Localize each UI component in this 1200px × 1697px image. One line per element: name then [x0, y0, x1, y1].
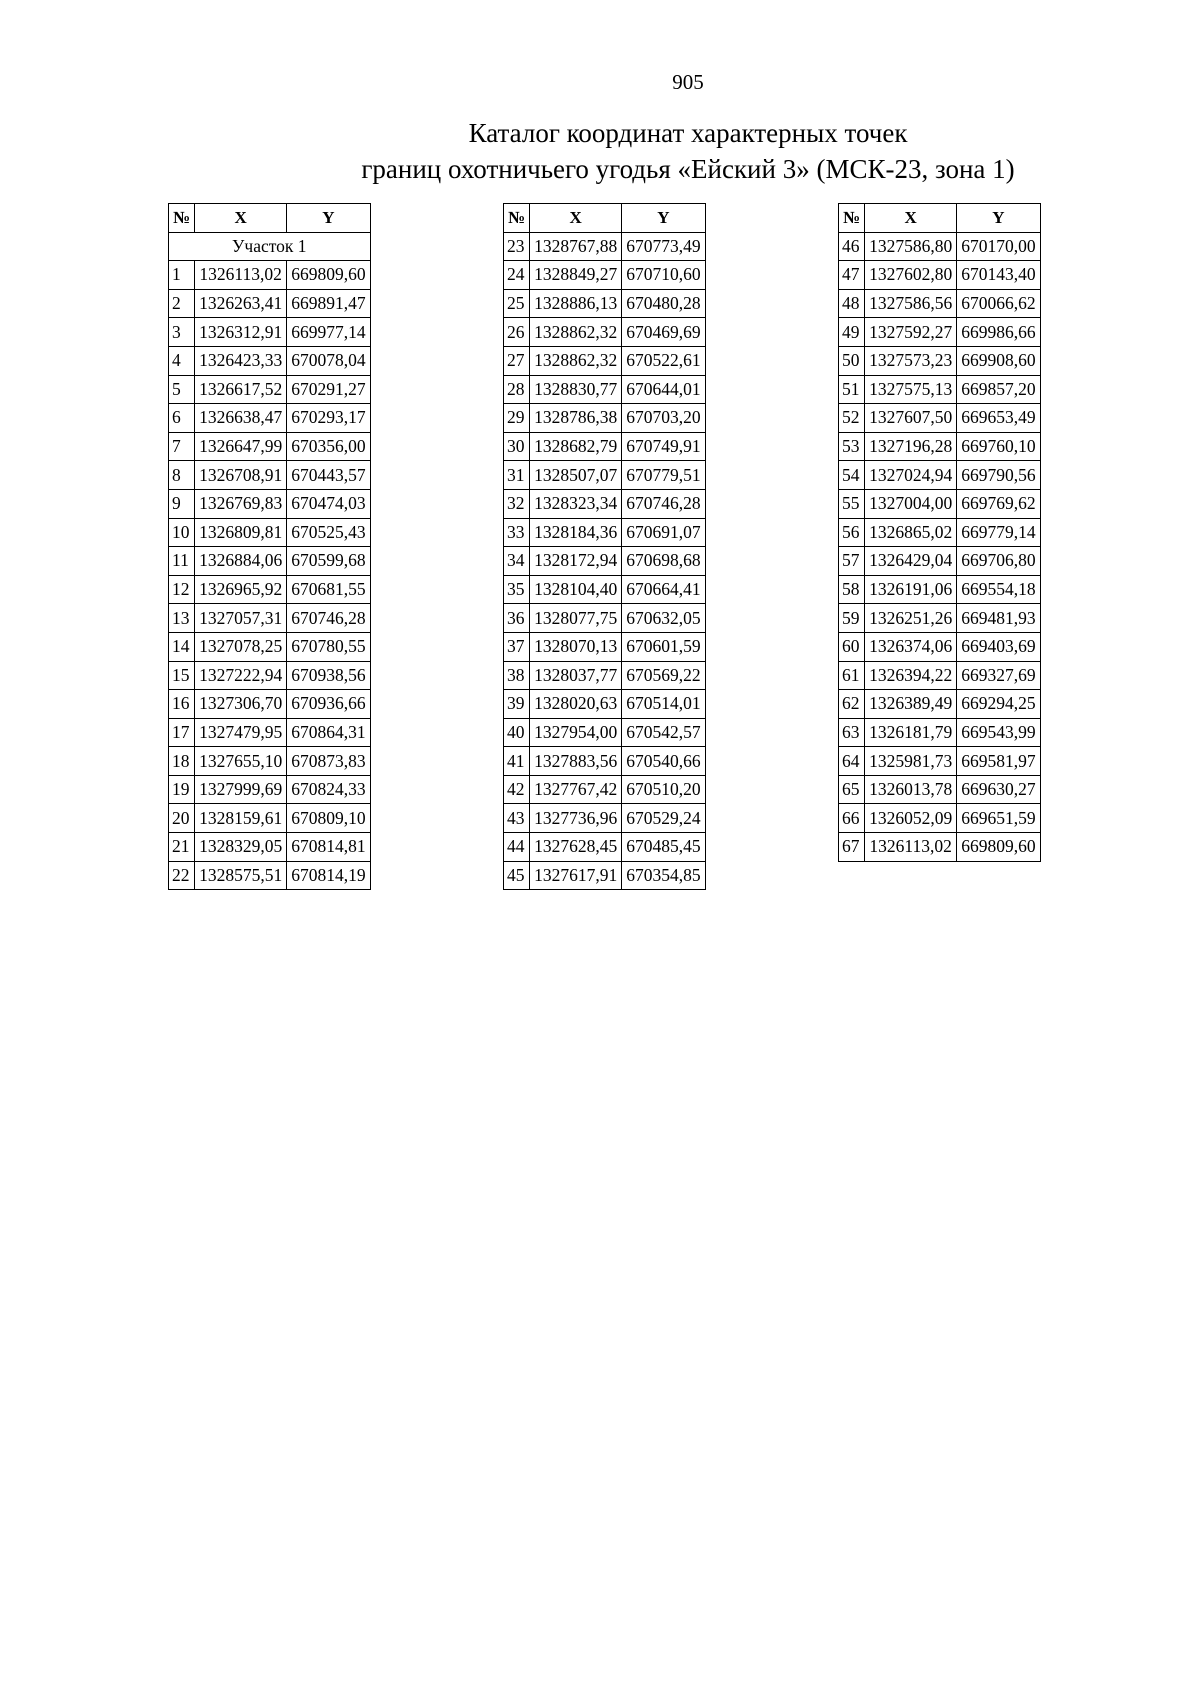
table-row	[169, 461, 371, 490]
y-coordinate-cell: 669857,20	[957, 375, 1040, 404]
x-coordinate-cell: 1328323,34	[530, 489, 622, 518]
x-coordinate-cell: 1326191,06	[865, 575, 957, 604]
x-coordinate-cell: 1326181,79	[865, 718, 957, 747]
table-row	[839, 547, 1041, 576]
point-number-cell: 6	[169, 404, 195, 433]
header-y: Y	[287, 204, 370, 233]
x-coordinate-cell: 1328507,07	[530, 461, 622, 490]
table-row	[504, 604, 706, 633]
point-number-cell: 35	[504, 575, 530, 604]
x-coordinate-cell: 1328159,61	[195, 804, 287, 833]
table-row	[839, 261, 1041, 290]
table-header-row	[169, 204, 371, 233]
coordinate-table-1	[168, 203, 371, 890]
point-number-cell: 32	[504, 489, 530, 518]
x-coordinate-cell: 1328037,77	[530, 661, 622, 690]
point-number-cell: 44	[504, 833, 530, 862]
point-number-cell: 65	[839, 775, 865, 804]
y-coordinate-cell: 670632,05	[622, 604, 705, 633]
point-number-cell: 30	[504, 432, 530, 461]
y-coordinate-cell: 670443,57	[287, 461, 370, 490]
point-number-cell: 38	[504, 661, 530, 690]
point-number-cell: 59	[839, 604, 865, 633]
table-row	[504, 232, 706, 261]
point-number-cell: 56	[839, 518, 865, 547]
x-coordinate-cell: 1327024,94	[865, 461, 957, 490]
y-coordinate-cell: 670529,24	[622, 804, 705, 833]
point-number-cell: 19	[169, 775, 195, 804]
point-number-cell: 13	[169, 604, 195, 633]
point-number-cell: 1	[169, 261, 195, 290]
table-row	[839, 804, 1041, 833]
point-number-cell: 55	[839, 489, 865, 518]
point-number-cell: 21	[169, 833, 195, 862]
y-coordinate-cell: 670599,68	[287, 547, 370, 576]
x-coordinate-cell: 1326113,02	[865, 833, 957, 862]
x-coordinate-cell: 1326423,33	[195, 346, 287, 375]
point-number-cell: 46	[839, 232, 865, 261]
x-coordinate-cell: 1326965,92	[195, 575, 287, 604]
section-row	[169, 232, 371, 261]
y-coordinate-cell: 670873,83	[287, 747, 370, 776]
table-row	[504, 575, 706, 604]
table-row	[169, 690, 371, 719]
x-coordinate-cell: 1326647,99	[195, 432, 287, 461]
y-coordinate-cell: 670814,81	[287, 833, 370, 862]
y-coordinate-cell: 669543,99	[957, 718, 1040, 747]
point-number-cell: 31	[504, 461, 530, 490]
table-row	[169, 604, 371, 633]
table-row	[169, 518, 371, 547]
point-number-cell: 12	[169, 575, 195, 604]
table-row	[504, 833, 706, 862]
header-number: №	[169, 204, 195, 233]
table-row	[839, 575, 1041, 604]
y-coordinate-cell: 669891,47	[287, 289, 370, 318]
y-coordinate-cell: 670746,28	[622, 489, 705, 518]
y-coordinate-cell: 670485,45	[622, 833, 705, 862]
y-coordinate-cell: 670291,27	[287, 375, 370, 404]
y-coordinate-cell: 670474,03	[287, 489, 370, 518]
table-row	[169, 432, 371, 461]
point-number-cell: 51	[839, 375, 865, 404]
y-coordinate-cell: 669653,49	[957, 404, 1040, 433]
header-y: Y	[957, 204, 1040, 233]
table-row	[169, 289, 371, 318]
table-row	[169, 318, 371, 347]
table-row	[504, 861, 706, 890]
point-number-cell: 49	[839, 318, 865, 347]
point-number-cell: 37	[504, 632, 530, 661]
point-number-cell: 41	[504, 747, 530, 776]
y-coordinate-cell: 670780,55	[287, 632, 370, 661]
x-coordinate-cell: 1326263,41	[195, 289, 287, 318]
table-row	[839, 718, 1041, 747]
x-coordinate-cell: 1328077,75	[530, 604, 622, 633]
table-row	[504, 261, 706, 290]
x-coordinate-cell: 1326389,49	[865, 690, 957, 719]
y-coordinate-cell: 670293,17	[287, 404, 370, 433]
table-row	[839, 747, 1041, 776]
table-row	[839, 289, 1041, 318]
x-coordinate-cell: 1328682,79	[530, 432, 622, 461]
y-coordinate-cell: 669977,14	[287, 318, 370, 347]
x-coordinate-cell: 1326769,83	[195, 489, 287, 518]
header-x: X	[195, 204, 287, 233]
y-coordinate-cell: 669790,56	[957, 461, 1040, 490]
y-coordinate-cell: 670522,61	[622, 346, 705, 375]
x-coordinate-cell: 1328184,36	[530, 518, 622, 547]
table-row	[839, 461, 1041, 490]
x-coordinate-cell: 1327736,96	[530, 804, 622, 833]
point-number-cell: 58	[839, 575, 865, 604]
table-row	[169, 718, 371, 747]
y-coordinate-cell: 670525,43	[287, 518, 370, 547]
x-coordinate-cell: 1327767,42	[530, 775, 622, 804]
x-coordinate-cell: 1327999,69	[195, 775, 287, 804]
table-row	[169, 489, 371, 518]
table-row	[169, 804, 371, 833]
point-number-cell: 43	[504, 804, 530, 833]
y-coordinate-cell: 669809,60	[957, 833, 1040, 862]
y-coordinate-cell: 669651,59	[957, 804, 1040, 833]
y-coordinate-cell: 670779,51	[622, 461, 705, 490]
point-number-cell: 53	[839, 432, 865, 461]
point-number-cell: 47	[839, 261, 865, 290]
point-number-cell: 4	[169, 346, 195, 375]
point-number-cell: 61	[839, 661, 865, 690]
x-coordinate-cell: 1327954,00	[530, 718, 622, 747]
x-coordinate-cell: 1326394,22	[865, 661, 957, 690]
table-row	[504, 404, 706, 433]
point-number-cell: 26	[504, 318, 530, 347]
point-number-cell: 42	[504, 775, 530, 804]
y-coordinate-cell: 669403,69	[957, 632, 1040, 661]
point-number-cell: 27	[504, 346, 530, 375]
table-row	[839, 661, 1041, 690]
point-number-cell: 40	[504, 718, 530, 747]
y-coordinate-cell: 669809,60	[287, 261, 370, 290]
y-coordinate-cell: 670936,66	[287, 690, 370, 719]
y-coordinate-cell: 670773,49	[622, 232, 705, 261]
table-row	[169, 404, 371, 433]
table-row	[839, 318, 1041, 347]
table-row	[839, 518, 1041, 547]
y-coordinate-cell: 670066,62	[957, 289, 1040, 318]
table-row	[169, 747, 371, 776]
x-coordinate-cell: 1326312,91	[195, 318, 287, 347]
point-number-cell: 28	[504, 375, 530, 404]
table-row	[504, 690, 706, 719]
y-coordinate-cell: 670938,56	[287, 661, 370, 690]
y-coordinate-cell: 670510,20	[622, 775, 705, 804]
x-coordinate-cell: 1327078,25	[195, 632, 287, 661]
table-row	[504, 489, 706, 518]
point-number-cell: 48	[839, 289, 865, 318]
y-coordinate-cell: 670749,91	[622, 432, 705, 461]
x-coordinate-cell: 1326865,02	[865, 518, 957, 547]
x-coordinate-cell: 1328786,38	[530, 404, 622, 433]
x-coordinate-cell: 1328830,77	[530, 375, 622, 404]
header-number: №	[504, 204, 530, 233]
point-number-cell: 25	[504, 289, 530, 318]
y-coordinate-cell: 670170,00	[957, 232, 1040, 261]
table-row	[504, 346, 706, 375]
page-number: 905	[672, 70, 704, 94]
table-row	[504, 432, 706, 461]
x-coordinate-cell: 1327607,50	[865, 404, 957, 433]
table-row	[504, 289, 706, 318]
x-coordinate-cell: 1326429,04	[865, 547, 957, 576]
y-coordinate-cell: 669908,60	[957, 346, 1040, 375]
x-coordinate-cell: 1326884,06	[195, 547, 287, 576]
point-number-cell: 62	[839, 690, 865, 719]
table-row	[839, 775, 1041, 804]
table-row	[169, 261, 371, 290]
point-number-cell: 63	[839, 718, 865, 747]
x-coordinate-cell: 1327592,27	[865, 318, 957, 347]
y-coordinate-cell: 670540,66	[622, 747, 705, 776]
x-coordinate-cell: 1327655,10	[195, 747, 287, 776]
table-row	[169, 833, 371, 862]
x-coordinate-cell: 1328329,05	[195, 833, 287, 862]
point-number-cell: 17	[169, 718, 195, 747]
point-number-cell: 18	[169, 747, 195, 776]
y-coordinate-cell: 669481,93	[957, 604, 1040, 633]
point-number-cell: 52	[839, 404, 865, 433]
table-row	[839, 489, 1041, 518]
table-row	[839, 232, 1041, 261]
x-coordinate-cell: 1326638,47	[195, 404, 287, 433]
x-coordinate-cell: 1326013,78	[865, 775, 957, 804]
point-number-cell: 7	[169, 432, 195, 461]
y-coordinate-cell: 669986,66	[957, 318, 1040, 347]
table-row	[169, 346, 371, 375]
header-number: №	[839, 204, 865, 233]
x-coordinate-cell: 1328886,13	[530, 289, 622, 318]
x-coordinate-cell: 1327586,80	[865, 232, 957, 261]
y-coordinate-cell: 670542,57	[622, 718, 705, 747]
point-number-cell: 2	[169, 289, 195, 318]
y-coordinate-cell: 670469,69	[622, 318, 705, 347]
point-number-cell: 14	[169, 632, 195, 661]
y-coordinate-cell: 669630,27	[957, 775, 1040, 804]
y-coordinate-cell: 670354,85	[622, 861, 705, 890]
table-row	[169, 861, 371, 890]
coordinate-table-2	[503, 203, 706, 890]
header-x: X	[865, 204, 957, 233]
point-number-cell: 9	[169, 489, 195, 518]
point-number-cell: 5	[169, 375, 195, 404]
y-coordinate-cell: 670814,19	[287, 861, 370, 890]
x-coordinate-cell: 1327004,00	[865, 489, 957, 518]
x-coordinate-cell: 1327883,56	[530, 747, 622, 776]
x-coordinate-cell: 1326251,26	[865, 604, 957, 633]
x-coordinate-cell: 1328849,27	[530, 261, 622, 290]
point-number-cell: 66	[839, 804, 865, 833]
table-row	[839, 404, 1041, 433]
table-row	[504, 375, 706, 404]
x-coordinate-cell: 1327573,23	[865, 346, 957, 375]
y-coordinate-cell: 670078,04	[287, 346, 370, 375]
y-coordinate-cell: 670824,33	[287, 775, 370, 804]
table-row	[504, 775, 706, 804]
point-number-cell: 16	[169, 690, 195, 719]
point-number-cell: 54	[839, 461, 865, 490]
table-row	[504, 747, 706, 776]
x-coordinate-cell: 1328767,88	[530, 232, 622, 261]
x-coordinate-cell: 1327575,13	[865, 375, 957, 404]
y-coordinate-cell: 670601,59	[622, 632, 705, 661]
y-coordinate-cell: 670691,07	[622, 518, 705, 547]
point-number-cell: 29	[504, 404, 530, 433]
table-row	[169, 775, 371, 804]
x-coordinate-cell: 1327479,95	[195, 718, 287, 747]
y-coordinate-cell: 669294,25	[957, 690, 1040, 719]
x-coordinate-cell: 1328862,32	[530, 346, 622, 375]
y-coordinate-cell: 670681,55	[287, 575, 370, 604]
y-coordinate-cell: 670864,31	[287, 718, 370, 747]
x-coordinate-cell: 1325981,73	[865, 747, 957, 776]
table-row	[839, 432, 1041, 461]
table-row	[504, 518, 706, 547]
point-number-cell: 34	[504, 547, 530, 576]
point-number-cell: 3	[169, 318, 195, 347]
table-row	[839, 690, 1041, 719]
y-coordinate-cell: 670514,01	[622, 690, 705, 719]
table-row	[504, 318, 706, 347]
table-header-row	[504, 204, 706, 233]
point-number-cell: 22	[169, 861, 195, 890]
x-coordinate-cell: 1328862,32	[530, 318, 622, 347]
point-number-cell: 50	[839, 346, 865, 375]
point-number-cell: 15	[169, 661, 195, 690]
header-y: Y	[622, 204, 705, 233]
x-coordinate-cell: 1326052,09	[865, 804, 957, 833]
point-number-cell: 33	[504, 518, 530, 547]
x-coordinate-cell: 1328104,40	[530, 575, 622, 604]
y-coordinate-cell: 670698,68	[622, 547, 705, 576]
x-coordinate-cell: 1328020,63	[530, 690, 622, 719]
point-number-cell: 23	[504, 232, 530, 261]
table-row	[839, 346, 1041, 375]
point-number-cell: 64	[839, 747, 865, 776]
y-coordinate-cell: 669779,14	[957, 518, 1040, 547]
y-coordinate-cell: 669706,80	[957, 547, 1040, 576]
table-row	[839, 375, 1041, 404]
y-coordinate-cell: 669769,62	[957, 489, 1040, 518]
y-coordinate-cell: 670703,20	[622, 404, 705, 433]
x-coordinate-cell: 1327628,45	[530, 833, 622, 862]
table-row	[504, 547, 706, 576]
y-coordinate-cell: 670143,40	[957, 261, 1040, 290]
table-row	[839, 604, 1041, 633]
table-row	[504, 804, 706, 833]
y-coordinate-cell: 669760,10	[957, 432, 1040, 461]
y-coordinate-cell: 670644,01	[622, 375, 705, 404]
x-coordinate-cell: 1328575,51	[195, 861, 287, 890]
point-number-cell: 67	[839, 833, 865, 862]
table-row	[169, 547, 371, 576]
point-number-cell: 20	[169, 804, 195, 833]
table-row	[169, 575, 371, 604]
x-coordinate-cell: 1327196,28	[865, 432, 957, 461]
section-label: Участок 1	[169, 232, 371, 261]
table-row	[839, 833, 1041, 862]
point-number-cell: 24	[504, 261, 530, 290]
x-coordinate-cell: 1328070,13	[530, 632, 622, 661]
table-header-row	[839, 204, 1041, 233]
point-number-cell: 60	[839, 632, 865, 661]
x-coordinate-cell: 1327057,31	[195, 604, 287, 633]
table-row	[504, 718, 706, 747]
table-row	[169, 661, 371, 690]
title-line-2: границ охотничьего угодья «Ейский 3» (МСК-23, зона 1)	[361, 154, 1015, 184]
header-x: X	[530, 204, 622, 233]
x-coordinate-cell: 1327222,94	[195, 661, 287, 690]
y-coordinate-cell: 670480,28	[622, 289, 705, 318]
y-coordinate-cell: 669554,18	[957, 575, 1040, 604]
point-number-cell: 39	[504, 690, 530, 719]
table-row	[839, 632, 1041, 661]
x-coordinate-cell: 1326617,52	[195, 375, 287, 404]
y-coordinate-cell: 670664,41	[622, 575, 705, 604]
y-coordinate-cell: 669581,97	[957, 747, 1040, 776]
table-row	[169, 375, 371, 404]
y-coordinate-cell: 670746,28	[287, 604, 370, 633]
x-coordinate-cell: 1326809,81	[195, 518, 287, 547]
point-number-cell: 10	[169, 518, 195, 547]
x-coordinate-cell: 1326113,02	[195, 261, 287, 290]
title-line-1: Каталог координат характерных точек	[468, 118, 908, 148]
x-coordinate-cell: 1327617,91	[530, 861, 622, 890]
y-coordinate-cell: 670356,00	[287, 432, 370, 461]
point-number-cell: 45	[504, 861, 530, 890]
x-coordinate-cell: 1327586,56	[865, 289, 957, 318]
x-coordinate-cell: 1326374,06	[865, 632, 957, 661]
point-number-cell: 57	[839, 547, 865, 576]
table-row	[504, 632, 706, 661]
x-coordinate-cell: 1326708,91	[195, 461, 287, 490]
document-title	[0, 115, 1200, 187]
point-number-cell: 8	[169, 461, 195, 490]
coordinate-table-3	[838, 203, 1041, 862]
y-coordinate-cell: 670710,60	[622, 261, 705, 290]
table-row	[504, 461, 706, 490]
y-coordinate-cell: 670809,10	[287, 804, 370, 833]
point-number-cell: 36	[504, 604, 530, 633]
x-coordinate-cell: 1327306,70	[195, 690, 287, 719]
point-number-cell: 11	[169, 547, 195, 576]
x-coordinate-cell: 1328172,94	[530, 547, 622, 576]
table-row	[504, 661, 706, 690]
y-coordinate-cell: 670569,22	[622, 661, 705, 690]
x-coordinate-cell: 1327602,80	[865, 261, 957, 290]
y-coordinate-cell: 669327,69	[957, 661, 1040, 690]
table-row	[169, 632, 371, 661]
